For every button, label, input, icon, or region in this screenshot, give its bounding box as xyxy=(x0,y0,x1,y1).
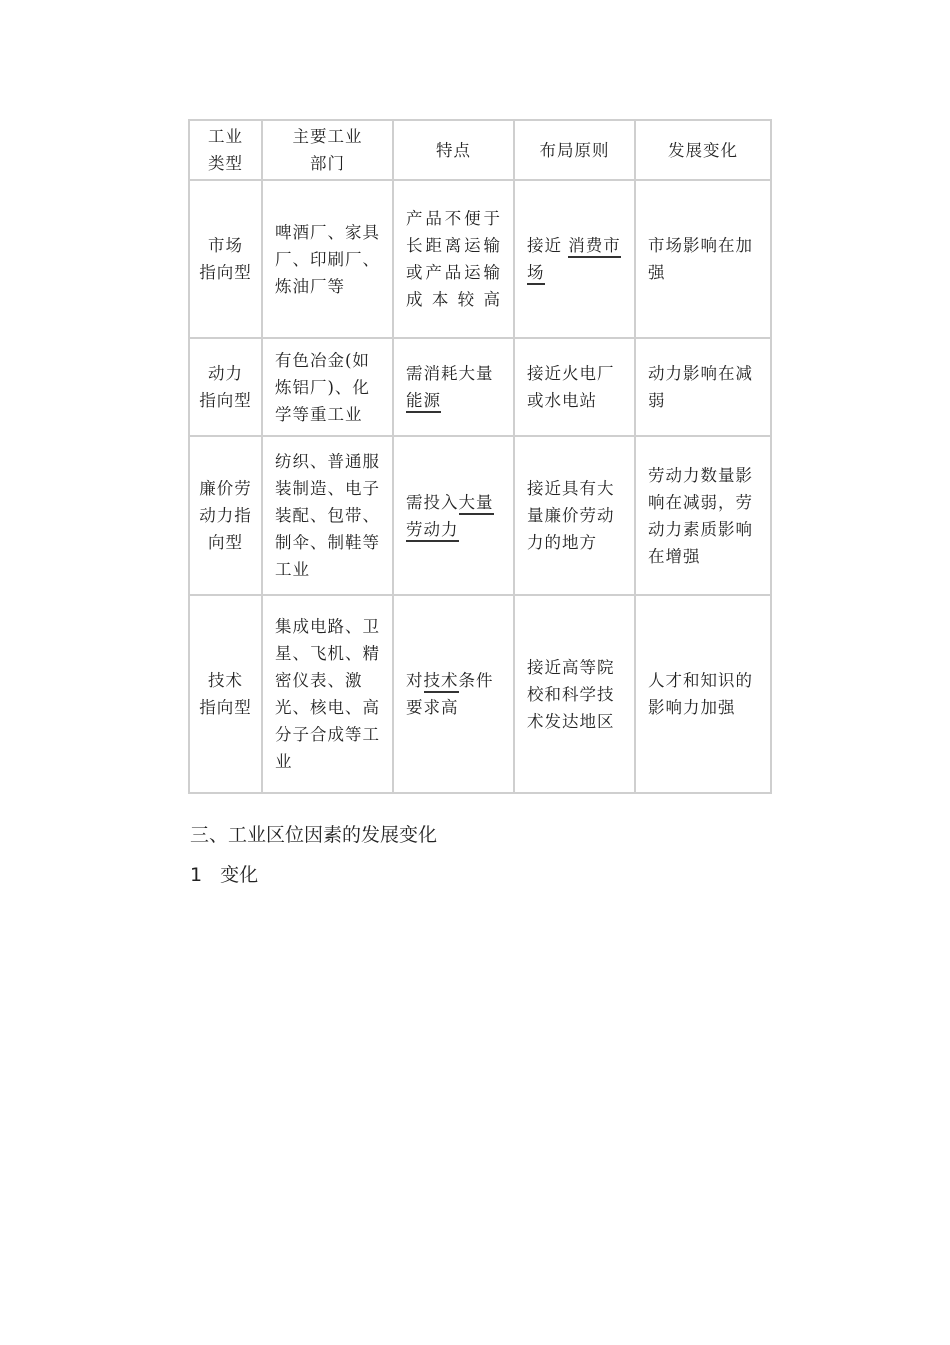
cell-type: 廉价劳 动力指 向型 xyxy=(189,436,262,595)
cell-feature: 产品不便于长距离运输或产品运输成本较高 xyxy=(393,180,514,338)
table-row xyxy=(189,338,771,436)
cell-type: 动力 指向型 xyxy=(189,338,262,436)
header-industry-type: 工业 类型 xyxy=(189,120,262,180)
key-term: 消费市场 xyxy=(527,236,621,285)
subsection-title: 变化 xyxy=(220,864,259,886)
table-row xyxy=(189,436,771,595)
table-header-row xyxy=(189,120,771,180)
cell-feature: 需消耗大量能源 xyxy=(393,338,514,436)
header-layout-principle: 布局原则 xyxy=(514,120,635,180)
section-heading: 三、工业区位因素的发展变化 xyxy=(190,824,438,846)
cell-sectors: 集成电路、卫星、飞机、精密仪表、激光、核电、高分子合成等工业 xyxy=(262,595,393,793)
table-row xyxy=(189,180,771,338)
header-development-change: 发展变化 xyxy=(635,120,771,180)
cell-change: 市场影响在加强 xyxy=(635,180,771,338)
cell-change: 人才和知识的影响力加强 xyxy=(635,595,771,793)
subsection-number: 1 xyxy=(190,864,203,886)
cell-feature: 需投入大量劳动力 xyxy=(393,436,514,595)
cell-type: 市场 指向型 xyxy=(189,180,262,338)
industry-location-table xyxy=(188,119,772,794)
header-main-sectors: 主要工业 部门 xyxy=(262,120,393,180)
cell-sectors: 有色冶金(如炼铝厂)、化学等重工业 xyxy=(262,338,393,436)
cell-principle: 接近高等院校和科学技术发达地区 xyxy=(514,595,635,793)
key-term: 能源 xyxy=(406,391,441,413)
cell-type: 技术 指向型 xyxy=(189,595,262,793)
subsection-heading xyxy=(190,860,258,887)
header-features: 特点 xyxy=(393,120,514,180)
cell-sectors: 纺织、普通服装制造、电子装配、包带、制伞、制鞋等工业 xyxy=(262,436,393,595)
cell-change: 劳动力数量影响在减弱，劳动力素质影响在增强 xyxy=(635,436,771,595)
cell-change: 动力影响在减弱 xyxy=(635,338,771,436)
table-row xyxy=(189,595,771,793)
cell-principle: 接近火电厂或水电站 xyxy=(514,338,635,436)
cell-feature: 对技术条件要求高 xyxy=(393,595,514,793)
key-term: 技术 xyxy=(424,671,459,693)
cell-principle: 接近 消费市场 xyxy=(514,180,635,338)
cell-principle: 接近具有大量廉价劳动力的地方 xyxy=(514,436,635,595)
cell-sectors: 啤酒厂、家具厂、印刷厂、炼油厂等 xyxy=(262,180,393,338)
key-term: 大量劳动力 xyxy=(406,493,494,542)
